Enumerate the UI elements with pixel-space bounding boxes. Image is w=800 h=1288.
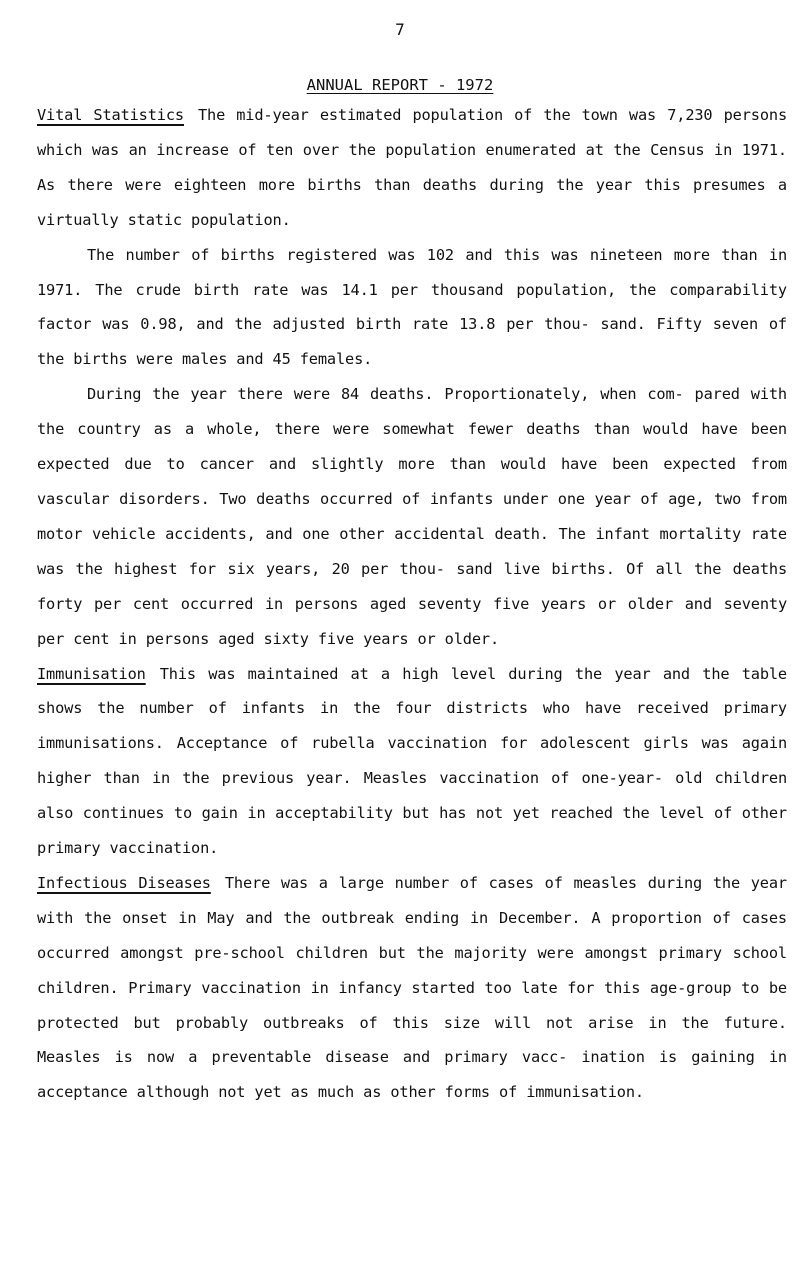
infectious-diseases-text: There was a large number of cases of measles during the year with the onset in May and the outbreak ending in December. A proportion of cases occurred amongst pre-school children but the majority were amongst primary school children. Primary vaccination in infancy started too late for this age-group to be protected but probably outbreaks of this size will not arise in the future. Measles is now a preventable disease and primary vacc- ination is gaining in acceptance although not yet as much as other forms of immunisation. [37,873,787,1102]
vital-statistics-paragraph-2: The number of births registered was 102 and this was nineteen more than in 1971. The crude birth rate was 14.1 per thousand population, the comparability factor was 0.98, and the adjusted birth rate 13.8 per thou- sand. Fifty seven of the births were males and 45 females. [37,245,787,369]
report-title-wrapper [0,76,800,94]
immunisation-text: This was maintained at a high level during the year and the table shows the number of infants in the four districts who have received primary immunisations. Acceptance of rubella vaccination for adolescent girls was again higher than in the previous year. Measles vaccination of one-year- old children also continues to gain in acceptability but has not yet reached the level of other primary vaccination. [37,664,787,858]
immunisation-heading: Immunisation [37,664,146,683]
report-body [37,98,787,1110]
vital-statistics-paragraph-3: During the year there were 84 deaths. Proportionately, when com- pared with the country as a whole, there were somewhat fewer deaths than would have been expected due to cancer and slightly more than would have been expected from vascular disorders. Two deaths occurred of infants under one year of age, two from motor vehicle accidents, and one other accidental death. The infant mortality rate was the highest for six years, 20 per thou- sand live births. Of all the deaths forty per cent occurred in persons aged seventy five years or older and seventy per cent in persons aged sixty five years or older. [37,385,787,648]
vital-statistics-paragraph-1 [37,98,787,238]
vital-statistics-heading: Vital Statistics [37,106,184,124]
infectious-diseases-paragraph [37,866,787,1110]
page-number: 7 [395,20,405,39]
immunisation-paragraph [37,657,787,866]
infectious-diseases-heading: Infectious Diseases [37,873,211,892]
vital-statistics-text-1: The mid-year estimated population of the town was 7,230 persons which was an increase of ten over the population enumerated at the Census in 1971. As there were eighteen more births than deaths during the year this presumes a virtually static population. [37,106,788,229]
report-title: ANNUAL REPORT - 1972 [306,76,494,94]
